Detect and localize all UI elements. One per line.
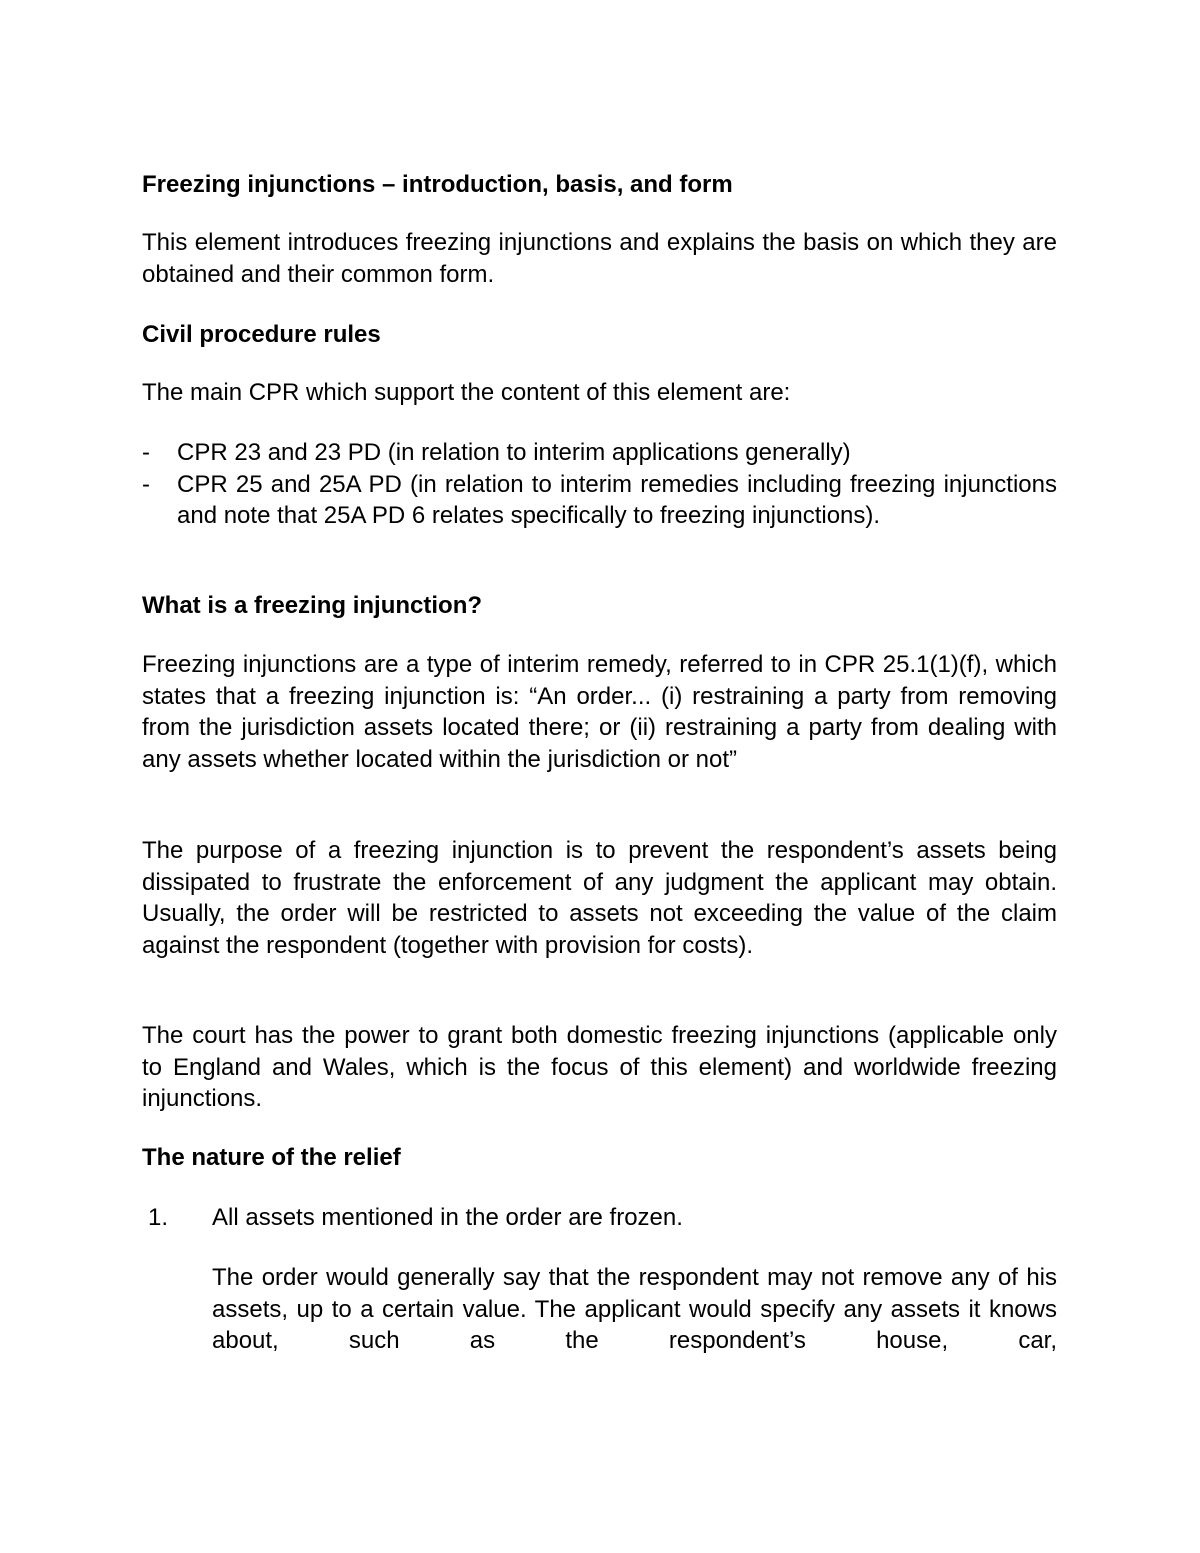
heading-what-is-freezing-injunction: What is a freezing injunction? xyxy=(142,592,483,619)
numbered-list-item xyxy=(148,1202,1057,1234)
nature-paragraph: The order would generally say that the respondent may not remove any of his assets, up to a certain value. The applicant would specify any assets it knows about, such as the respondent’s house, car, xyxy=(212,1264,1057,1355)
intro-paragraph: This element introduces freezing injunctions and explains the basis on which they are obtained and their common form. xyxy=(142,229,1057,288)
list-item xyxy=(142,469,1057,532)
cpr-list xyxy=(142,437,1057,532)
definition-paragraph: Freezing injunctions are a type of interim remedy, referred to in CPR 25.1(1)(f), which states that a freezing injunction is: “An order... (i) restraining a party from removing from the jurisdiction assets located there; or (ii) restraining a party from dealing with any assets whether located within the jurisdiction or not” xyxy=(142,651,1057,774)
court-power-paragraph: The court has the power to grant both domestic freezing injunctions (applicable only to England and Wales, which is the focus of this element) and worldwide freezing injunctions. xyxy=(142,1022,1057,1113)
cpr-intro-paragraph: The main CPR which support the content of this element are: xyxy=(142,379,791,406)
purpose-paragraph: The purpose of a freezing injunction is to prevent the respondent’s assets being dissipated to frustrate the enforcement of any judgment the applicant may obtain. Usually, the order will be restricted to assets not exceeding the value of the claim against the respondent (together with provision for costs). xyxy=(142,837,1057,960)
heading-civil-procedure-rules: Civil procedure rules xyxy=(142,321,381,348)
list-item-text: CPR 23 and 23 PD (in relation to interim applications generally) xyxy=(177,439,851,466)
heading-nature-of-relief: The nature of the relief xyxy=(142,1144,401,1171)
list-item-text: All assets mentioned in the order are frozen. xyxy=(212,1204,683,1231)
bullet-dash: - xyxy=(142,439,150,466)
document-title: Freezing injunctions – introduction, basis, and form xyxy=(142,171,733,198)
list-number: 1. xyxy=(148,1204,169,1231)
bullet-dash: - xyxy=(142,470,150,498)
list-item xyxy=(142,437,1057,469)
list-item-text: CPR 25 and 25A PD (in relation to interim remedies including freezing injunctions and note that 25A PD 6 relates specifically to freezing injunctions). xyxy=(177,470,1057,530)
